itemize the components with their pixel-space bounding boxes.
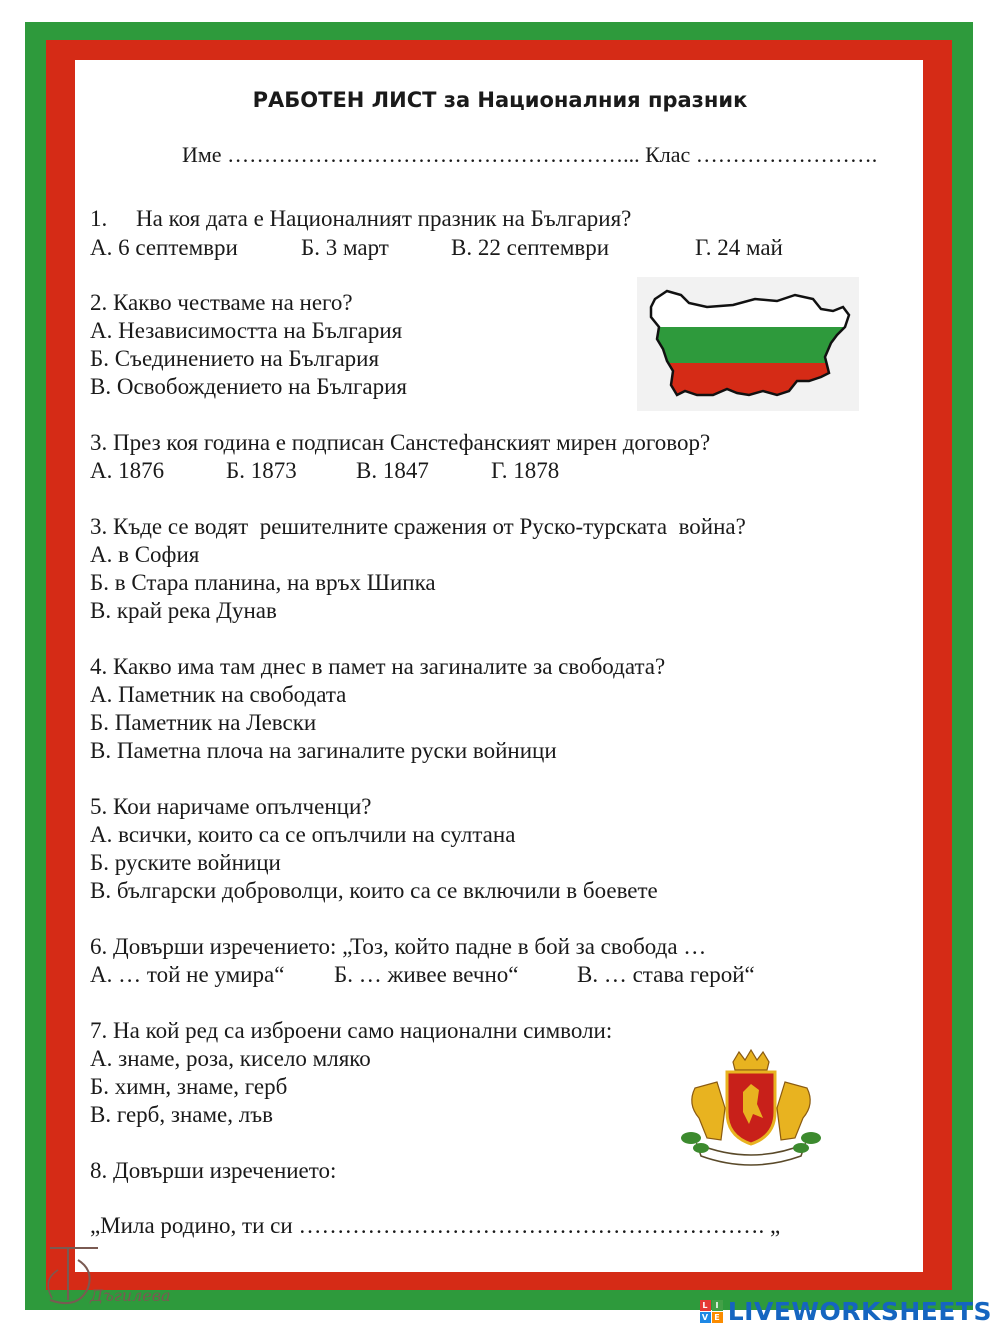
- answer-8-line[interactable]: „Мила родино, ти си ……………………………………………………. „: [90, 1213, 781, 1238]
- answer-3b[interactable]: Б. 1873: [226, 458, 297, 483]
- answer-3a[interactable]: А. 1876: [90, 458, 165, 483]
- answer-1b[interactable]: Б. 3 март: [301, 235, 389, 260]
- question-8: 8. Довърши изречението:: [90, 1158, 337, 1183]
- question-6: 6. Довърши изречението: „Тоз, който падне в бой за свобода …: [90, 934, 707, 959]
- coat-of-arms-icon: [677, 1048, 825, 1170]
- question-1: 1. На коя дата е Националният празник на България?: [90, 206, 632, 231]
- brand-text: LIVEWORKSHEETS: [727, 1297, 992, 1326]
- answer-1c[interactable]: В. 22 септември: [451, 235, 610, 260]
- answer-3b-b[interactable]: Б. в Стара планина, на връх Шипка: [90, 570, 436, 595]
- answer-4b[interactable]: Б. Паметник на Левски: [90, 710, 317, 735]
- bulgaria-flag-map-icon: [637, 277, 859, 411]
- answer-6b[interactable]: Б. … живее вечно“: [334, 962, 519, 987]
- question-5: 5. Кои наричаме опълченци?: [90, 794, 372, 819]
- question-3b: 3. Къде се водят решителните сражения от Руско-турската война?: [90, 514, 746, 539]
- answer-5b[interactable]: Б. руските войници: [90, 850, 281, 875]
- question-3: 3. През коя година е подписан Санстефанският мирен договор?: [90, 430, 711, 455]
- signature-text: Дъгилева: [90, 1286, 171, 1305]
- answer-2a[interactable]: А. Независимостта на България: [90, 318, 403, 343]
- answer-5c[interactable]: В. български доброволци, които са се включили в боевете: [90, 878, 658, 903]
- author-signature: [38, 1240, 208, 1320]
- worksheet-title: РАБОТЕН ЛИСТ за Националния празник: [252, 88, 748, 112]
- answer-1d[interactable]: Г. 24 май: [695, 235, 783, 260]
- question-7: 7. На кой ред са изброени само национални символи:: [90, 1018, 613, 1043]
- answer-7b[interactable]: Б. химн, знаме, герб: [90, 1074, 288, 1099]
- question-4: 4. Какво има там днес в памет на загиналите за свободата?: [90, 654, 666, 679]
- liveworksheets-logo-icon: L I V E: [700, 1300, 724, 1324]
- liveworksheets-logo: [700, 1297, 992, 1326]
- name-class-line: Име ………………………………………………... Клас …………………….: [182, 142, 878, 167]
- answer-6c[interactable]: В. … става герой“: [577, 962, 755, 987]
- answer-4c[interactable]: В. Паметна плоча на загиналите руски войници: [90, 738, 557, 763]
- answer-3c[interactable]: В. 1847: [356, 458, 429, 483]
- answer-3b-c[interactable]: В. край река Дунав: [90, 598, 277, 623]
- answer-6a[interactable]: А. … той не умира“: [90, 962, 285, 987]
- answer-5a[interactable]: А. всички, които са се опълчили на султана: [90, 822, 516, 847]
- answer-2b[interactable]: Б. Съединението на България: [90, 346, 380, 371]
- answer-3b-a[interactable]: А. в София: [90, 542, 200, 567]
- answer-3d[interactable]: Г. 1878: [491, 458, 560, 483]
- answer-4a[interactable]: А. Паметник на свободата: [90, 682, 347, 707]
- question-2: 2. Какво честваме на него?: [90, 290, 353, 315]
- answer-1a[interactable]: А. 6 септември: [90, 235, 238, 260]
- answer-7a[interactable]: А. знаме, роза, кисело мляко: [90, 1046, 371, 1071]
- answer-7c[interactable]: В. герб, знаме, лъв: [90, 1102, 273, 1127]
- answer-2c[interactable]: В. Освобождението на България: [90, 374, 407, 399]
